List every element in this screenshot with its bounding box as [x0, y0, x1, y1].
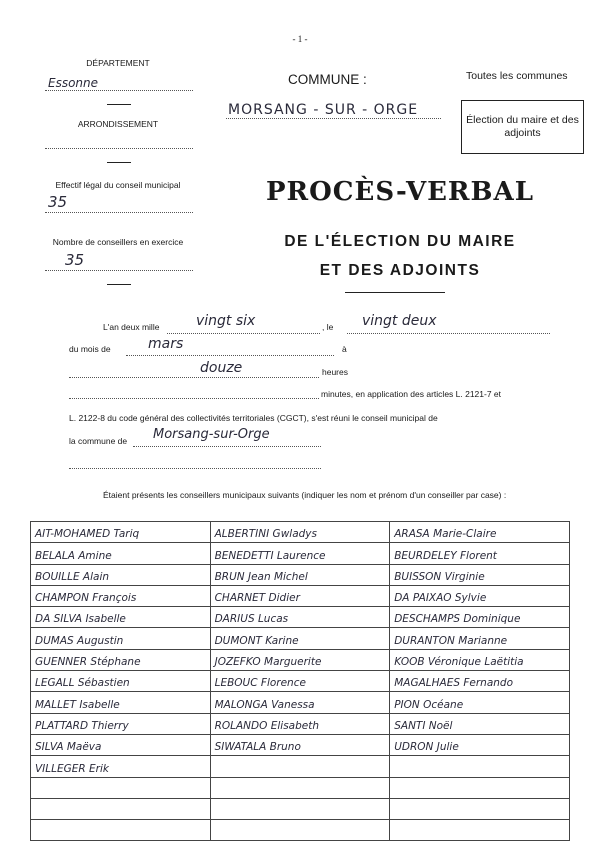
page-title: PROCÈS-VERBAL [266, 177, 534, 207]
councillor-cell: CHARNET Didier [210, 585, 390, 606]
mois-value: mars [148, 336, 184, 352]
le-value: vingt deux [362, 313, 437, 329]
commune-de-value: Morsang-sur-Orge [153, 427, 270, 442]
le-label: , le [322, 322, 334, 332]
table-row [31, 820, 570, 841]
table-row [31, 692, 570, 713]
departement-label: DÉPARTEMENT [86, 58, 150, 68]
minutes-text: minutes, en application des articles L. 2121-7 et [321, 389, 502, 399]
councillor-cell: ROLANDO Elisabeth [210, 713, 390, 734]
mois-label: du mois de [69, 344, 111, 354]
councillor-cell: DESCHAMPS Dominique [390, 607, 570, 628]
councillor-cell [390, 820, 570, 841]
councillor-cell: DA SILVA Isabelle [31, 607, 211, 628]
table-row [31, 628, 570, 649]
divider [107, 284, 131, 285]
page-number: - 1 - [292, 34, 308, 44]
table-row [31, 756, 570, 777]
councillor-cell: ALBERTINI Gwladys [210, 522, 390, 543]
councillor-cell: DA PAIXAO Sylvie [390, 585, 570, 606]
table-row [31, 649, 570, 670]
councillor-cell [390, 777, 570, 798]
commune-line [226, 118, 441, 119]
arrondissement-label: ARRONDISSEMENT [77, 119, 159, 129]
table-row [31, 671, 570, 692]
mois-line [126, 355, 334, 356]
councillor-cell: BEURDELEY Florent [390, 543, 570, 564]
councillor-cell: PION Océane [390, 692, 570, 713]
commune-value: MORSANG - SUR - ORGE [228, 102, 419, 118]
departement-value: Essonne [48, 76, 99, 90]
an-line [167, 333, 320, 334]
councillor-cell: GUENNER Stéphane [31, 649, 211, 670]
departement-line [45, 90, 193, 91]
heures-label: heures [322, 367, 348, 377]
councillor-cell: KOOB Véronique Laëtitia [390, 649, 570, 670]
exercice-value: 35 [65, 251, 85, 269]
councillor-cell: DUMONT Karine [210, 628, 390, 649]
effectif-value: 35 [48, 193, 68, 211]
commune-label: COMMUNE : [288, 72, 367, 87]
councillor-cell: DURANTON Marianne [390, 628, 570, 649]
councillor-cell: BRUN Jean Michel [210, 564, 390, 585]
subtitle-line1: DE L'ÉLECTION DU MAIRE [284, 233, 516, 250]
cgct-text: L. 2122-8 du code général des collectivités territoriales (CGCT), s'est réuni le conseil municipal de [69, 413, 438, 423]
exercice-label: Nombre de conseillers en exercice [52, 237, 184, 247]
councillor-cell: CHAMPON François [31, 585, 211, 606]
heures-line [69, 377, 319, 378]
presents-text: Étaient présents les conseillers municipaux suivants (indiquer les nom et prénom d'un conseiller par case) : [103, 490, 507, 500]
councillor-cell: JOZEFKO Marguerite [210, 649, 390, 670]
subtitle-line2: ET DES ADJOINTS [319, 262, 481, 279]
extra-line [69, 468, 321, 469]
councillor-cell [210, 798, 390, 819]
councillor-cell [31, 798, 211, 819]
table-row [31, 607, 570, 628]
table-row [31, 564, 570, 585]
effectif-label: Effectif légal du conseil municipal [55, 180, 181, 190]
councillor-cell: UDRON Julie [390, 734, 570, 755]
title-underline [345, 292, 445, 293]
councillor-cell [210, 756, 390, 777]
councillor-cell [31, 820, 211, 841]
table-row [31, 734, 570, 755]
table-row [31, 585, 570, 606]
councillor-cell: BUISSON Virginie [390, 564, 570, 585]
table-row [31, 543, 570, 564]
councillor-cell: BELALA Amine [31, 543, 211, 564]
councillor-cell: SANTI Noël [390, 713, 570, 734]
an-prefix: L'an deux mille [103, 322, 160, 332]
election-box-text: Élection du maire et des adjoints [466, 113, 579, 139]
councillor-cell: ARASA Marie-Claire [390, 522, 570, 543]
table-row [31, 713, 570, 734]
a-label: à [342, 344, 347, 354]
minutes-line [69, 398, 319, 399]
exercice-line [45, 270, 193, 271]
councillor-cell [31, 777, 211, 798]
councillor-cell: LEBOUC Florence [210, 671, 390, 692]
councillor-cell: DUMAS Augustin [31, 628, 211, 649]
councillor-cell: MAGALHAES Fernando [390, 671, 570, 692]
table-row [31, 777, 570, 798]
councillor-cell: VILLEGER Erik [31, 756, 211, 777]
an-value: vingt six [196, 313, 256, 329]
le-line [347, 333, 550, 334]
councillor-cell: LEGALL Sébastien [31, 671, 211, 692]
councillor-cell: BOUILLE Alain [31, 564, 211, 585]
election-box [461, 100, 584, 154]
councillor-cell: MALLET Isabelle [31, 692, 211, 713]
councillor-cell [210, 820, 390, 841]
councillor-cell: AIT-MOHAMED Tariq [31, 522, 211, 543]
table-row [31, 522, 570, 543]
table-row [31, 798, 570, 819]
councillor-cell: MALONGA Vanessa [210, 692, 390, 713]
toutes-communes-label: Toutes les communes [466, 70, 568, 82]
divider [107, 162, 131, 163]
councillor-cell [390, 798, 570, 819]
arrondissement-line [45, 148, 193, 149]
councillor-cell: DARIUS Lucas [210, 607, 390, 628]
councillor-cell: SIWATALA Bruno [210, 734, 390, 755]
commune-de-label: la commune de [69, 436, 128, 446]
councillor-cell [390, 756, 570, 777]
heures-value: douze [200, 360, 243, 376]
commune-de-line [133, 446, 321, 447]
councillor-cell: PLATTARD Thierry [31, 713, 211, 734]
councillors-table [30, 521, 570, 841]
councillor-cell [210, 777, 390, 798]
councillor-cell: SILVA Maëva [31, 734, 211, 755]
effectif-line [45, 212, 193, 213]
councillor-cell: BENEDETTI Laurence [210, 543, 390, 564]
divider [107, 104, 131, 105]
